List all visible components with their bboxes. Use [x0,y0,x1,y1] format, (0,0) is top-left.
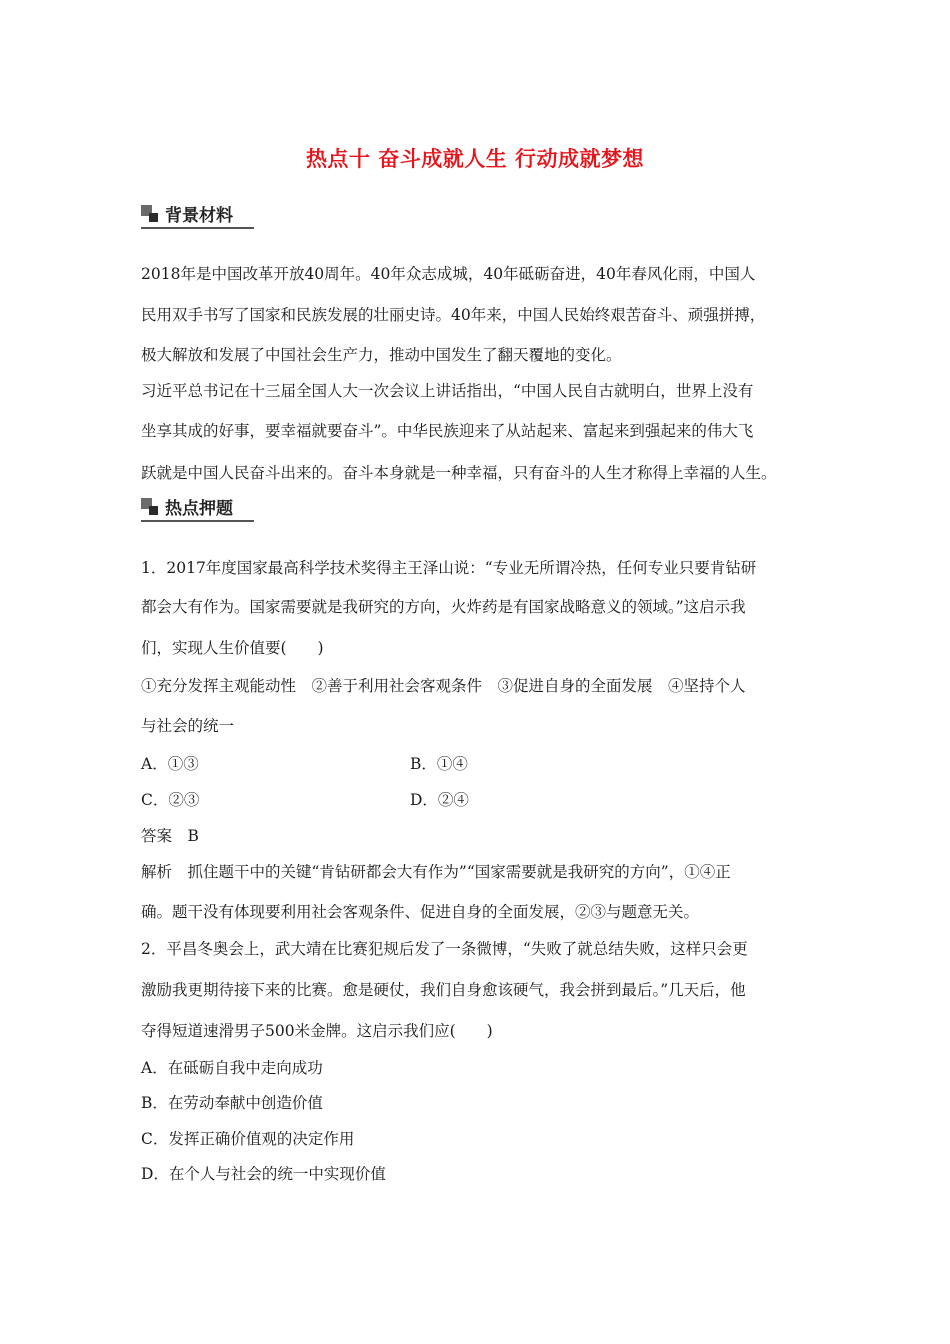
section-marker-icon [141,498,158,515]
question-1-option-d: D．②④ [410,791,469,809]
background-line: 坐享其成的好事，要幸福就要奋斗”。中华民族迎来了从站起来、富起来到强起来的伟大飞 [141,422,754,440]
background-line: 跃就是中国人民奋斗出来的。奋斗本身就是一种幸福，只有奋斗的人生才称得上幸福的人生。 [141,464,777,482]
background-line: 2018年是中国改革开放40周年。40年众志成城，40年砥砺奋进，40年春风化雨，中国人 [141,265,756,283]
section-label: 背景材料 [165,206,233,226]
question-1-stem: 们，实现人生价值要( ) [141,639,324,657]
question-1-option-c: C．②③ [141,791,200,809]
section-header-background [141,199,254,229]
question-2-stem: 2．平昌冬奥会上，武大靖在比赛犯规后发了一条微博，“失败了就总结失败，这样只会更 [141,940,748,958]
question-1-items: 与社会的统一 [141,717,235,735]
question-1-stem: 都会大有作为。国家需要就是我研究的方向，火炸药是有国家战略意义的领域。”这启示我 [141,598,746,616]
background-line: 习近平总书记在十三届全国人大一次会议上讲话指出，“中国人民自古就明白，世界上没有 [141,382,754,400]
question-2-option-d: D．在个人与社会的统一中实现价值 [141,1165,386,1183]
question-1-items: ①充分发挥主观能动性 ②善于利用社会客观条件 ③促进自身的全面发展 ④坚持个人 [141,677,746,695]
section-label: 热点押题 [165,499,233,519]
section-marker-icon [141,205,158,222]
section-header-questions [141,492,254,522]
question-2-option-a: A．在砥砺自我中走向成功 [141,1059,323,1077]
question-1-answer: 答案 B [141,827,199,845]
question-1-option-b: B．①④ [410,755,468,773]
question-1-analysis: 解析 抓住题干中的关键“肯钻研都会大有作为”“国家需要就是我研究的方向”，①④正 [141,863,731,881]
background-line: 极大解放和发展了中国社会生产力，推动中国发生了翻天覆地的变化。 [141,346,622,364]
question-1-analysis: 确。题干没有体现要利用社会客观条件、促进自身的全面发展，②③与题意无关。 [141,903,700,921]
question-1-stem: 1．2017年度国家最高科学技术奖得主王泽山说：“专业无所谓冷热，任何专业只要肯钻研 [141,559,757,577]
question-2-stem: 夺得短道速滑男子500米金牌。这启示我们应( ) [141,1022,493,1040]
question-2-stem: 激励我更期待接下来的比赛。愈是硬仗，我们自身愈该硬气，我会拼到最后。”几天后，他 [141,981,746,999]
question-2-option-b: B．在劳动奉献中创造价值 [141,1094,323,1112]
page-title: 热点十 奋斗成就人生 行动成就梦想 [305,147,645,171]
question-1-option-a: A．①③ [141,755,199,773]
background-line: 民用双手书写了国家和民族发展的壮丽史诗。40年来，中国人民始终艰苦奋斗、顽强拼搏， [141,306,766,324]
question-2-option-c: C．发挥正确价值观的决定作用 [141,1130,355,1148]
